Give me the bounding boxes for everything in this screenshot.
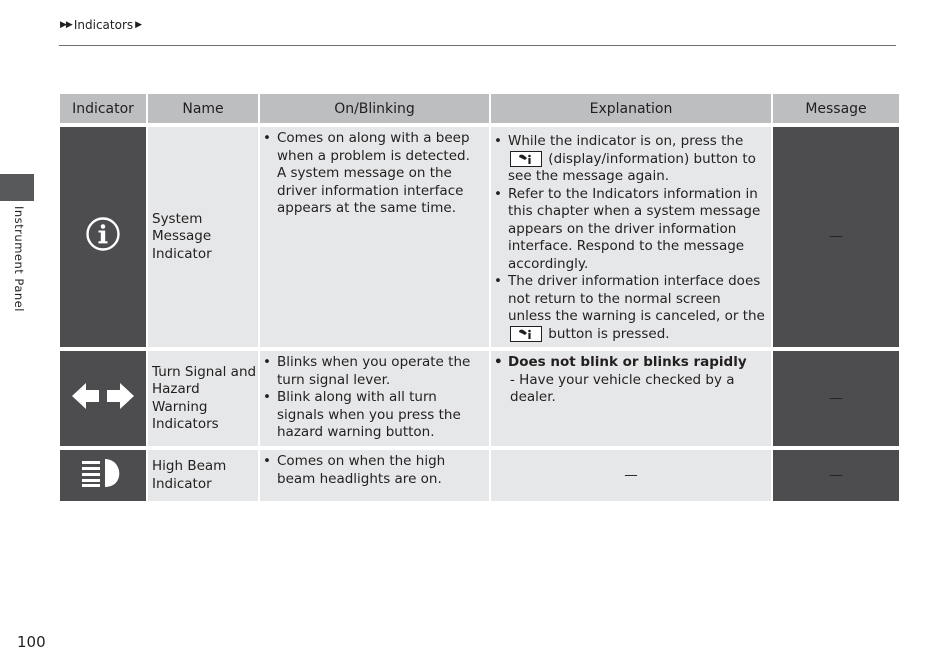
indicator-name: High Beam Indicator: [148, 450, 258, 501]
explanation-cell: —: [491, 450, 771, 501]
display-info-button-icon: [510, 151, 542, 167]
explanation-text: button is pressed.: [548, 325, 670, 342]
table-row: [60, 351, 899, 446]
indicator-name: System Message Indicator: [148, 127, 258, 347]
header-explanation: Explanation: [491, 94, 771, 123]
message-cell: —: [773, 127, 899, 347]
on-blinking-cell: [260, 450, 489, 501]
list-item: [491, 133, 765, 186]
table-header-row: [60, 94, 899, 123]
breadcrumb: [60, 18, 141, 32]
list-item: • Blinks when you operate the turn signal lever.: [260, 354, 483, 389]
explanation-cell: [491, 351, 771, 446]
message-cell: —: [773, 351, 899, 446]
list-item: • Refer to the Indicators information in this chapter when a system message appears on the driver information interface. Respond to the message accordingly.: [491, 186, 765, 274]
explanation-subtext: - Have your vehicle checked by a dealer.: [510, 371, 735, 405]
indicator-cell: [60, 127, 146, 347]
explanation-cell: [491, 127, 771, 347]
explanation-text: The driver information interface does not return to the normal screen unless the warning is canceled, or the: [508, 273, 765, 324]
page-number: 100: [17, 633, 46, 651]
turn-signal-arrows-icon: [72, 381, 134, 411]
header-on-blinking: On/Blinking: [260, 94, 489, 123]
indicator-cell: [60, 351, 146, 446]
list-item: • Blink along with all turn signals when you press the hazard warning button.: [260, 389, 483, 442]
breadcrumb-prefix-arrows: ▶▶: [60, 20, 72, 30]
table-row: [60, 450, 899, 501]
breadcrumb-suffix-arrow: ▶: [135, 20, 142, 30]
section-tab-marker: [0, 174, 34, 201]
display-info-button-icon: [510, 326, 542, 342]
breadcrumb-label: Indicators: [73, 18, 134, 32]
header-rule: [59, 45, 896, 46]
list-item: • Comes on along with a beep when a problem is detected. A system message on the driver information interface appears at the same time.: [260, 130, 483, 218]
high-beam-icon: [79, 457, 127, 489]
indicator-name: Turn Signal and Hazard Warning Indicators: [148, 351, 258, 446]
indicator-cell: [60, 450, 146, 501]
header-message: Message: [773, 94, 899, 123]
message-cell: —: [773, 450, 899, 501]
info-icon: [85, 216, 121, 252]
on-blinking-cell: [260, 127, 489, 347]
list-item: • Does not blink or blinks rapidly: [491, 354, 765, 372]
list-item: [491, 273, 765, 343]
section-side-label: Instrument Panel: [12, 206, 26, 312]
indicators-table: [58, 94, 901, 501]
explanation-text: While the indicator is on, press the: [508, 133, 744, 149]
on-blinking-cell: [260, 351, 489, 446]
table-row: [60, 127, 899, 347]
header-indicator: Indicator: [60, 94, 146, 123]
list-item: • Comes on when the high beam headlights are on.: [260, 453, 483, 488]
explanation-text: (display/information) button to see the message again.: [508, 150, 756, 184]
header-name: Name: [148, 94, 258, 123]
